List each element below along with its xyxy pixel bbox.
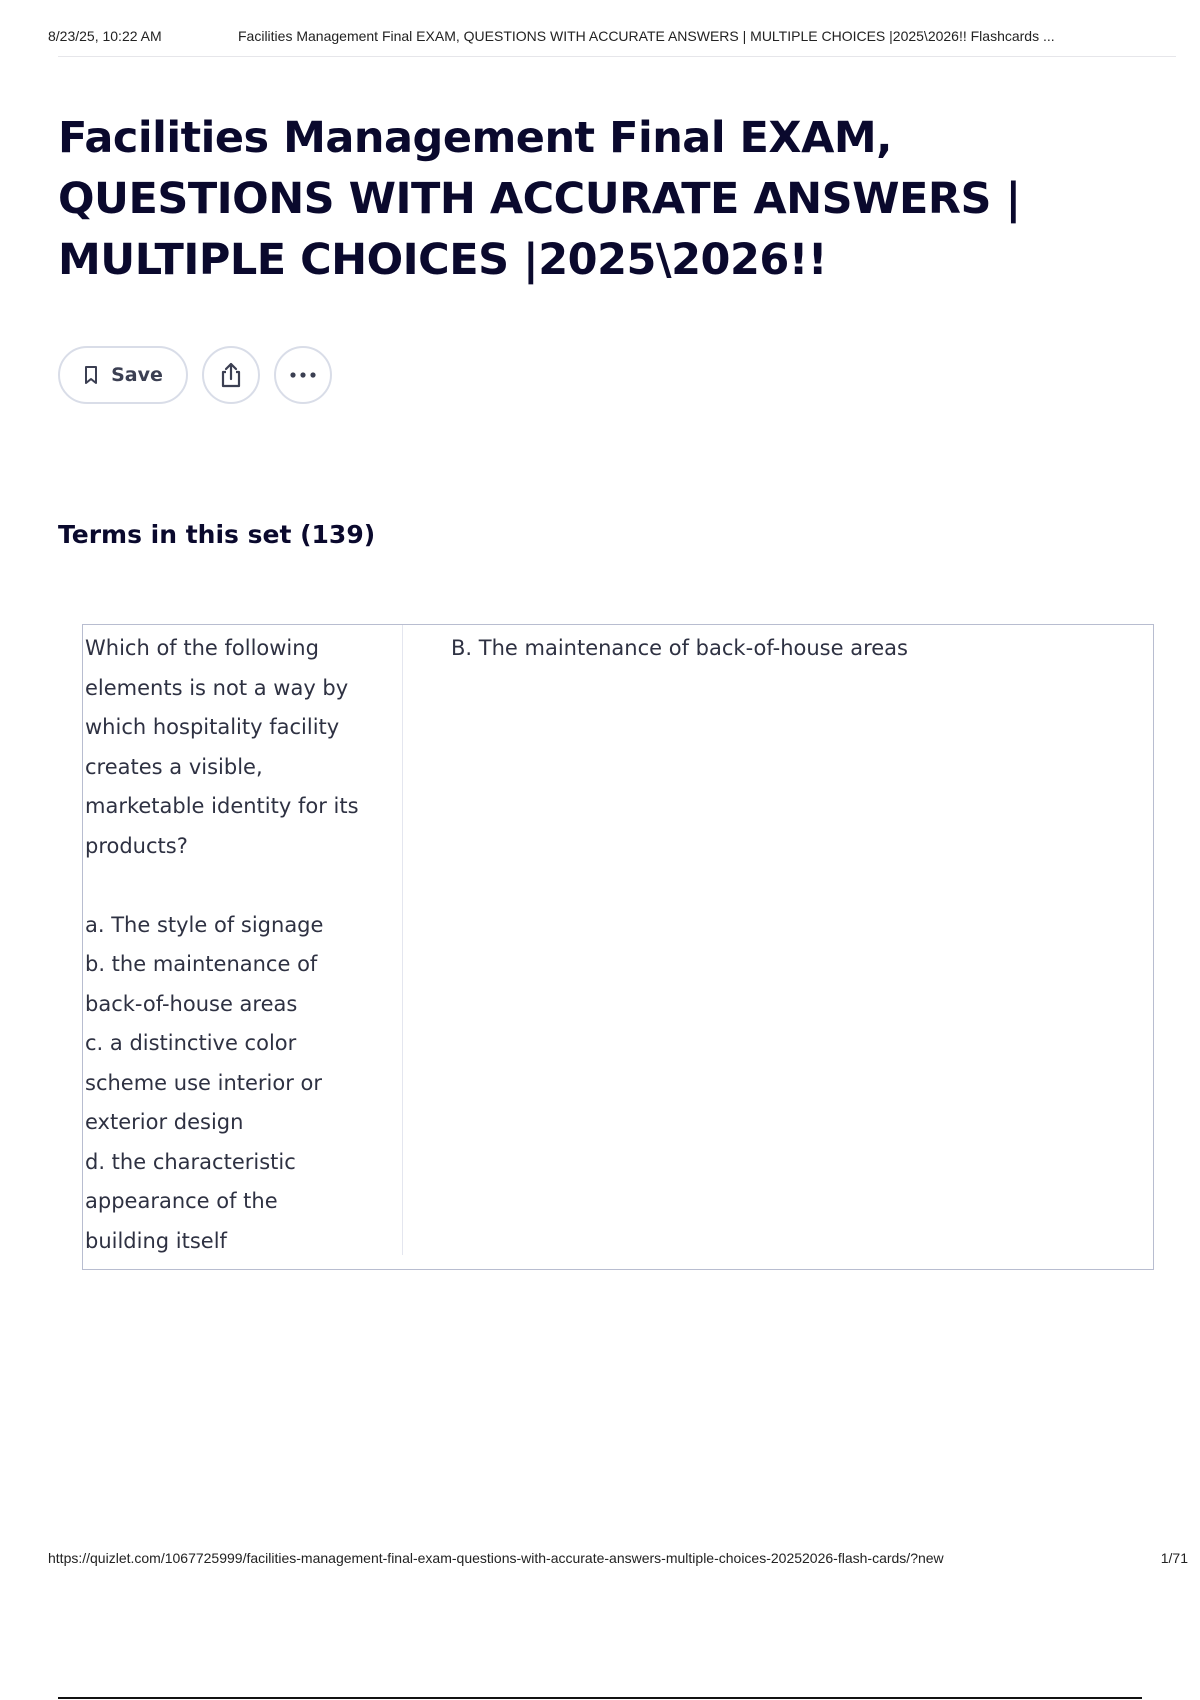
term-line: scheme use interior or bbox=[85, 1070, 323, 1095]
term-line: back-of-house areas bbox=[85, 991, 298, 1016]
term-line: Which of the following bbox=[85, 636, 319, 660]
term-line: elements is not a way by bbox=[85, 675, 349, 700]
definition-line: B. The maintenance of back-of-house areas bbox=[451, 636, 908, 660]
print-date: 8/23/25, 10:22 AM bbox=[48, 28, 162, 44]
page-title: Facilities Management Final EXAM, QUESTIONS WITH ACCURATE ANSWERS | MULTIPLE CHOICES |2025\2026!! bbox=[58, 113, 1021, 285]
terms-heading: Terms in this set (139) bbox=[58, 520, 376, 549]
bookmark-icon bbox=[83, 365, 99, 385]
term-line: c. a distinctive color bbox=[85, 1031, 297, 1055]
term-line: which hospitality facility bbox=[85, 715, 340, 739]
term-card[interactable] bbox=[82, 624, 1154, 1270]
more-options-icon bbox=[289, 371, 317, 379]
more-options-button[interactable] bbox=[274, 346, 332, 404]
term-line: exterior design bbox=[85, 1110, 244, 1134]
page-url: https://quizlet.com/1067725999/facilities-management-final-exam-questions-with-accurate-answers-multiple-choices-20252026-flash-cards/?new bbox=[48, 1550, 944, 1566]
term-line: building itself bbox=[85, 1228, 227, 1253]
print-document-title: Facilities Management Final EXAM, QUESTIONS WITH ACCURATE ANSWERS | MULTIPLE CHOICES |2025\2026!! Flashcards ... bbox=[238, 28, 1055, 44]
term-line: appearance of the bbox=[85, 1189, 278, 1213]
share-icon bbox=[218, 361, 244, 389]
term-line: b. the maintenance of bbox=[85, 952, 318, 976]
term-line: marketable identity for its bbox=[85, 794, 359, 818]
page-number: 1/71 bbox=[1160, 1550, 1188, 1566]
term-line: a. The style of signage bbox=[85, 912, 324, 937]
header-divider bbox=[58, 56, 1176, 57]
share-button[interactable] bbox=[202, 346, 260, 404]
save-button[interactable] bbox=[58, 346, 188, 404]
term-text bbox=[83, 625, 403, 1255]
term-line: creates a visible, bbox=[85, 754, 263, 779]
term-blank-line bbox=[85, 866, 402, 906]
term-line: d. the characteristic bbox=[85, 1149, 296, 1174]
bottom-divider bbox=[58, 1697, 1142, 1699]
save-label: Save bbox=[111, 364, 163, 386]
term-line: products? bbox=[85, 833, 188, 858]
definition-text bbox=[451, 629, 1131, 669]
